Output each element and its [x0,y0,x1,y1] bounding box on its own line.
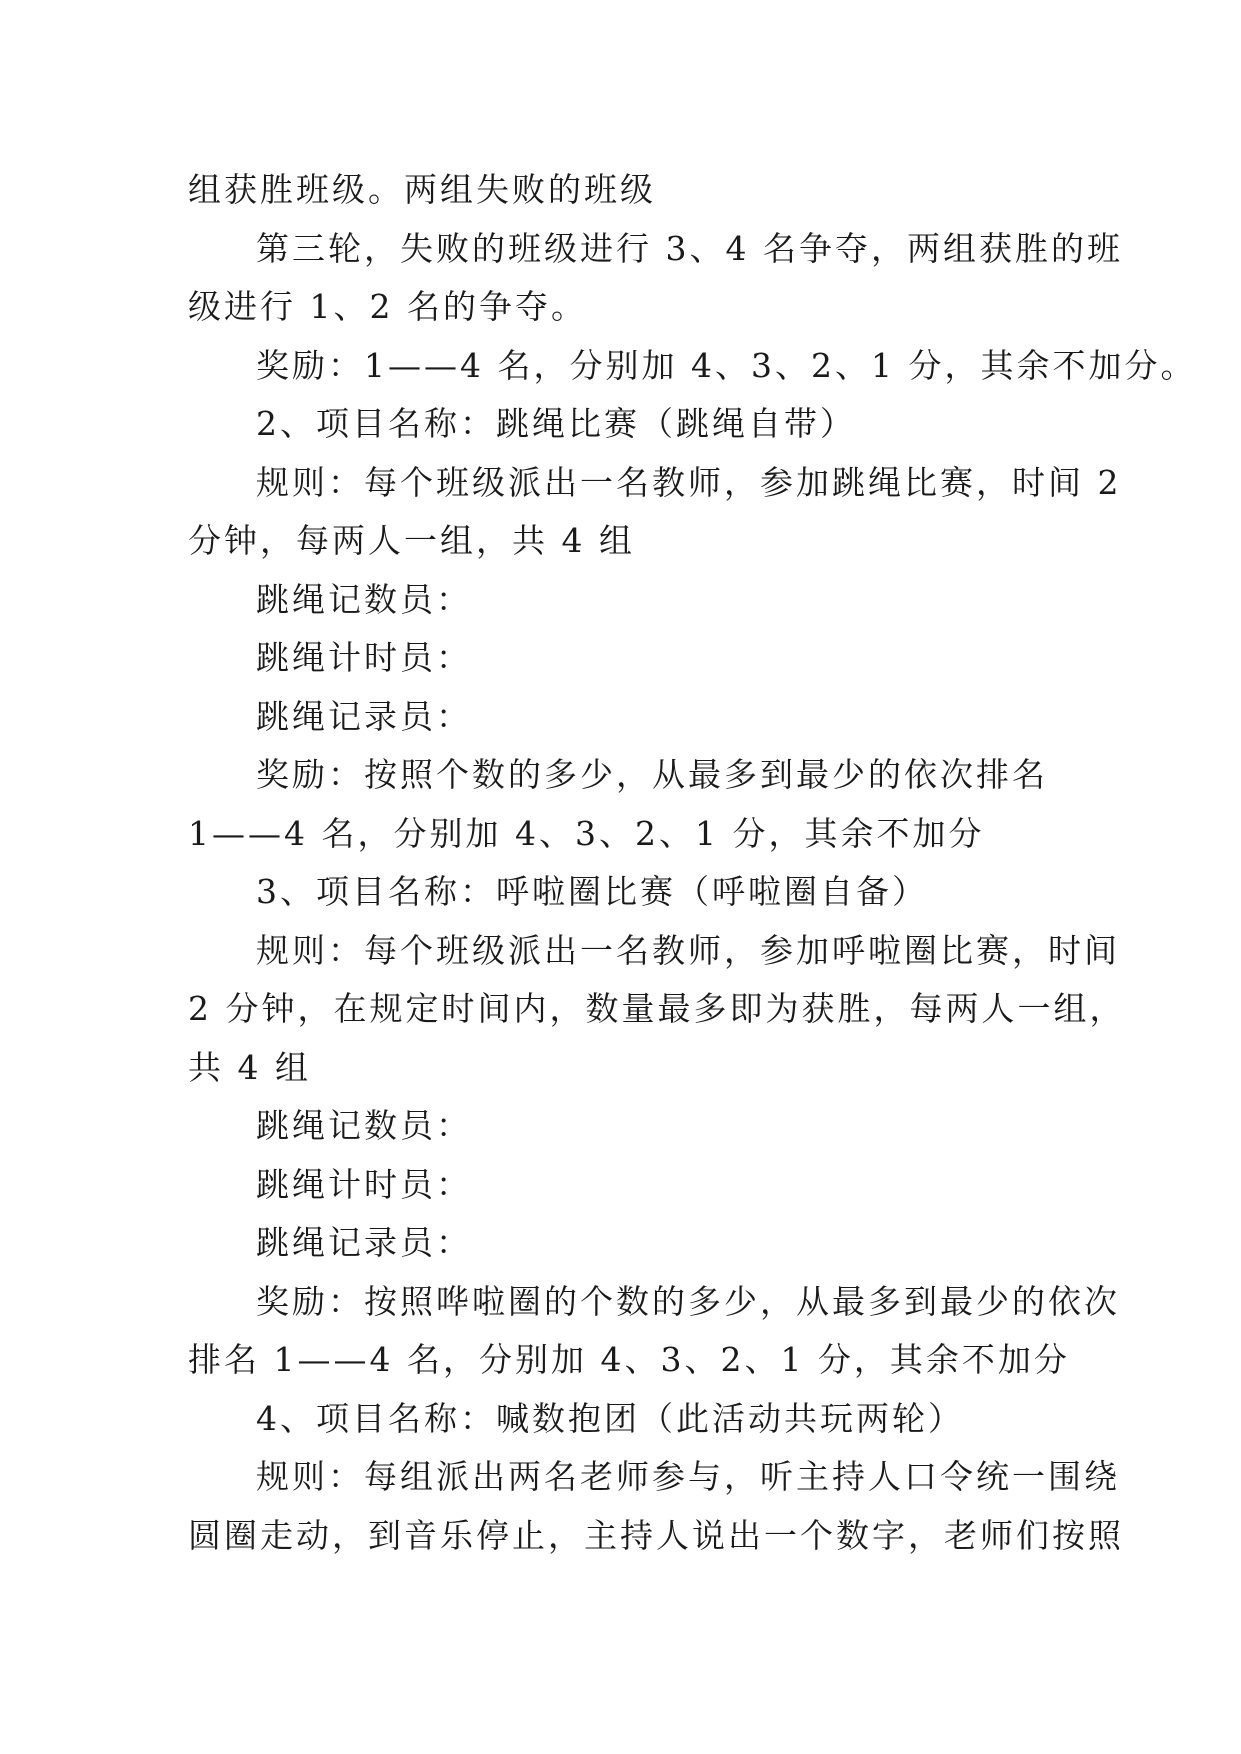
text-line: 规则：每个班级派出一名教师，参加呼啦圈比赛，时间 [256,930,1120,970]
text-line: 奖励：1——4 名，分别加 4、3、2、1 分，其余不加分。 [256,345,1197,385]
text-line: 奖励：按照个数的多少，从最多到最少的依次排名 [256,755,1048,794]
text-line: 跳绳记数员： [256,1106,472,1145]
section-heading: 4、项目名称：喊数抱团（此活动共玩两轮） [256,1398,964,1438]
text-line: 奖励：按照哗啦圈的个数的多少，从最多到最少的依次 [256,1281,1120,1321]
text-line: 第三轮，失败的班级进行 3、4 名争夺，两组获胜的班 [256,228,1123,268]
text-line: 跳绳记录员： [256,696,472,736]
text-line: 2 分钟，在规定时间内，数量最多即为获胜，每两人一组， [188,989,1126,1028]
text-line: 排名 1——4 名，分别加 4、3、2、1 分，其余不加分 [188,1340,1070,1379]
text-line: 分钟，每两人一组，共 4 组 [188,521,635,560]
document-body [188,161,1197,1565]
text-line: 1——4 名，分别加 4、3、2、1 分，其余不加分 [188,813,985,853]
text-line: 共 4 组 [188,1047,311,1087]
text-line: 圆圈走动，到音乐停止，主持人说出一个数字，老师们按照 [188,1515,1124,1555]
text-line: 跳绳计时员： [256,1164,472,1204]
text-line: 跳绳记数员： [256,579,472,619]
text-line: 跳绳计时员： [256,638,472,677]
section-heading: 2、项目名称：跳绳比赛（跳绳自带） [256,404,856,443]
text-line: 组获胜班级。两组失败的班级 [188,170,656,209]
section-heading: 3、项目名称：呼啦圈比赛（呼啦圈自备） [256,872,928,911]
text-line: 规则：每个班级派出一名教师，参加跳绳比赛，时间 2 [256,462,1122,502]
text-line: 跳绳记录员： [256,1223,472,1262]
text-line: 级进行 1、2 名的争夺。 [188,287,587,326]
text-line: 规则：每组派出两名老师参与，听主持人口令统一围绕 [256,1457,1120,1496]
